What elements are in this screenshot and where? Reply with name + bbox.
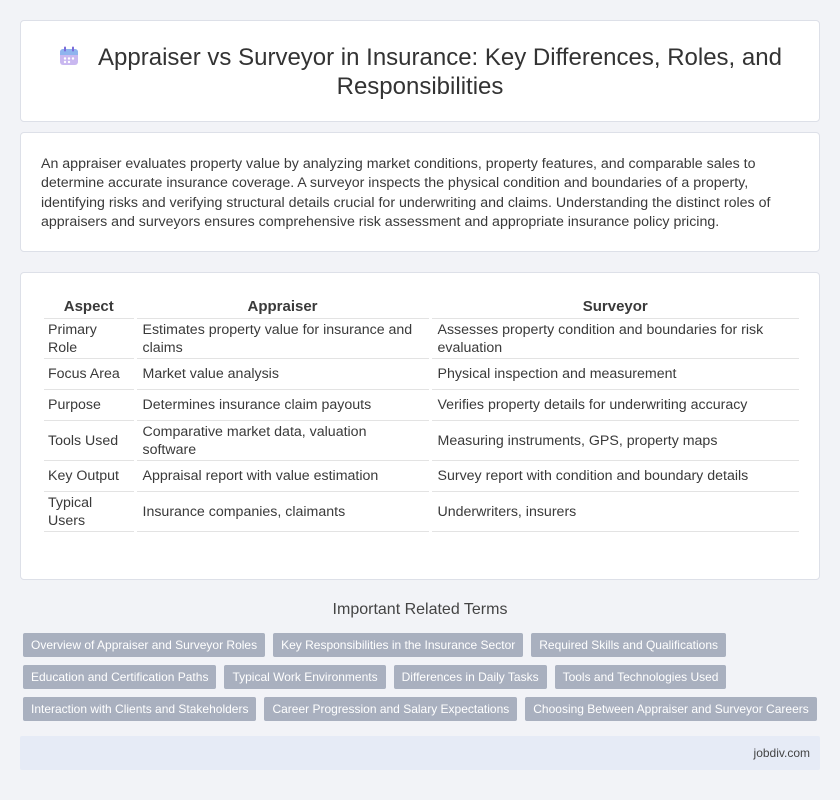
table-cell: Typical Users xyxy=(44,492,135,532)
table-row xyxy=(44,390,799,421)
table-row xyxy=(44,421,799,461)
related-terms-title: Important Related Terms xyxy=(332,601,508,618)
table-cell: Insurance companies, claimants xyxy=(135,492,430,532)
related-term-tag[interactable]: Typical Work Environments xyxy=(224,665,385,689)
table-cell: Estimates property value for insurance and claims xyxy=(135,319,430,359)
footer-site-link[interactable]: jobdiv.com xyxy=(753,746,810,760)
table-cell: Key Output xyxy=(44,461,135,492)
table-cell: Underwriters, insurers xyxy=(430,492,799,532)
title-line-1: Appraiser vs Surveyor in Insurance: Key Differences, Roles, and xyxy=(98,44,782,71)
page-title xyxy=(21,43,819,101)
header-appraiser: Appraiser xyxy=(135,293,430,319)
intro-card xyxy=(20,132,820,252)
table-cell: Focus Area xyxy=(44,359,135,390)
table-cell: Tools Used xyxy=(44,421,135,461)
table-row xyxy=(44,492,799,532)
table-cell: Appraisal report with value estimation xyxy=(135,461,430,492)
table-cell: Assesses property condition and boundaries for risk evaluation xyxy=(430,319,799,359)
comparison-table xyxy=(44,293,799,532)
related-term-tag[interactable]: Career Progression and Salary Expectations xyxy=(264,697,517,721)
table-cell: Comparative market data, valuation software xyxy=(135,421,430,461)
related-term-tag[interactable]: Interaction with Clients and Stakeholders xyxy=(23,697,256,721)
related-term-tag[interactable]: Differences in Daily Tasks xyxy=(394,665,547,689)
table-cell: Market value analysis xyxy=(135,359,430,390)
table-cell: Physical inspection and measurement xyxy=(430,359,799,390)
table-row xyxy=(44,319,799,359)
title-line-2: Responsibilities xyxy=(336,73,504,100)
related-term-tag[interactable]: Choosing Between Appraiser and Surveyor Careers xyxy=(525,697,816,721)
table-cell: Verifies property details for underwriting accuracy xyxy=(430,390,799,421)
header-aspect: Aspect xyxy=(44,293,135,319)
header-surveyor: Surveyor xyxy=(430,293,799,319)
header-card xyxy=(20,20,820,122)
table-cell: Primary Role xyxy=(44,319,135,359)
related-term-tag[interactable]: Education and Certification Paths xyxy=(23,665,216,689)
table-row xyxy=(44,461,799,492)
related-terms-list xyxy=(23,633,823,729)
intro-paragraph: An appraiser evaluates property value by analyzing market conditions, property features, and comparable sales to determine accurate insurance coverage. A surveyor inspects the physical condition and boundaries of a property, identifying risks and verifying structural details crucial for underwriting and claims. Understanding the distinct roles of appraisers and surveyors ensures comprehensive risk assessment and appropriate insurance policy pricing. xyxy=(41,156,771,231)
comparison-card xyxy=(20,272,820,580)
table-cell: Survey report with condition and boundary details xyxy=(430,461,799,492)
footer xyxy=(20,736,820,770)
calendar-icon xyxy=(58,45,80,67)
related-term-tag[interactable]: Overview of Appraiser and Surveyor Roles xyxy=(23,633,265,657)
related-term-tag[interactable]: Key Responsibilities in the Insurance Sector xyxy=(273,633,523,657)
table-header-row xyxy=(44,293,799,319)
related-term-tag[interactable]: Tools and Technologies Used xyxy=(555,665,727,689)
table-row xyxy=(44,359,799,390)
table-cell: Measuring instruments, GPS, property maps xyxy=(430,421,799,461)
table-cell: Determines insurance claim payouts xyxy=(135,390,430,421)
table-cell: Purpose xyxy=(44,390,135,421)
related-term-tag[interactable]: Required Skills and Qualifications xyxy=(531,633,726,657)
